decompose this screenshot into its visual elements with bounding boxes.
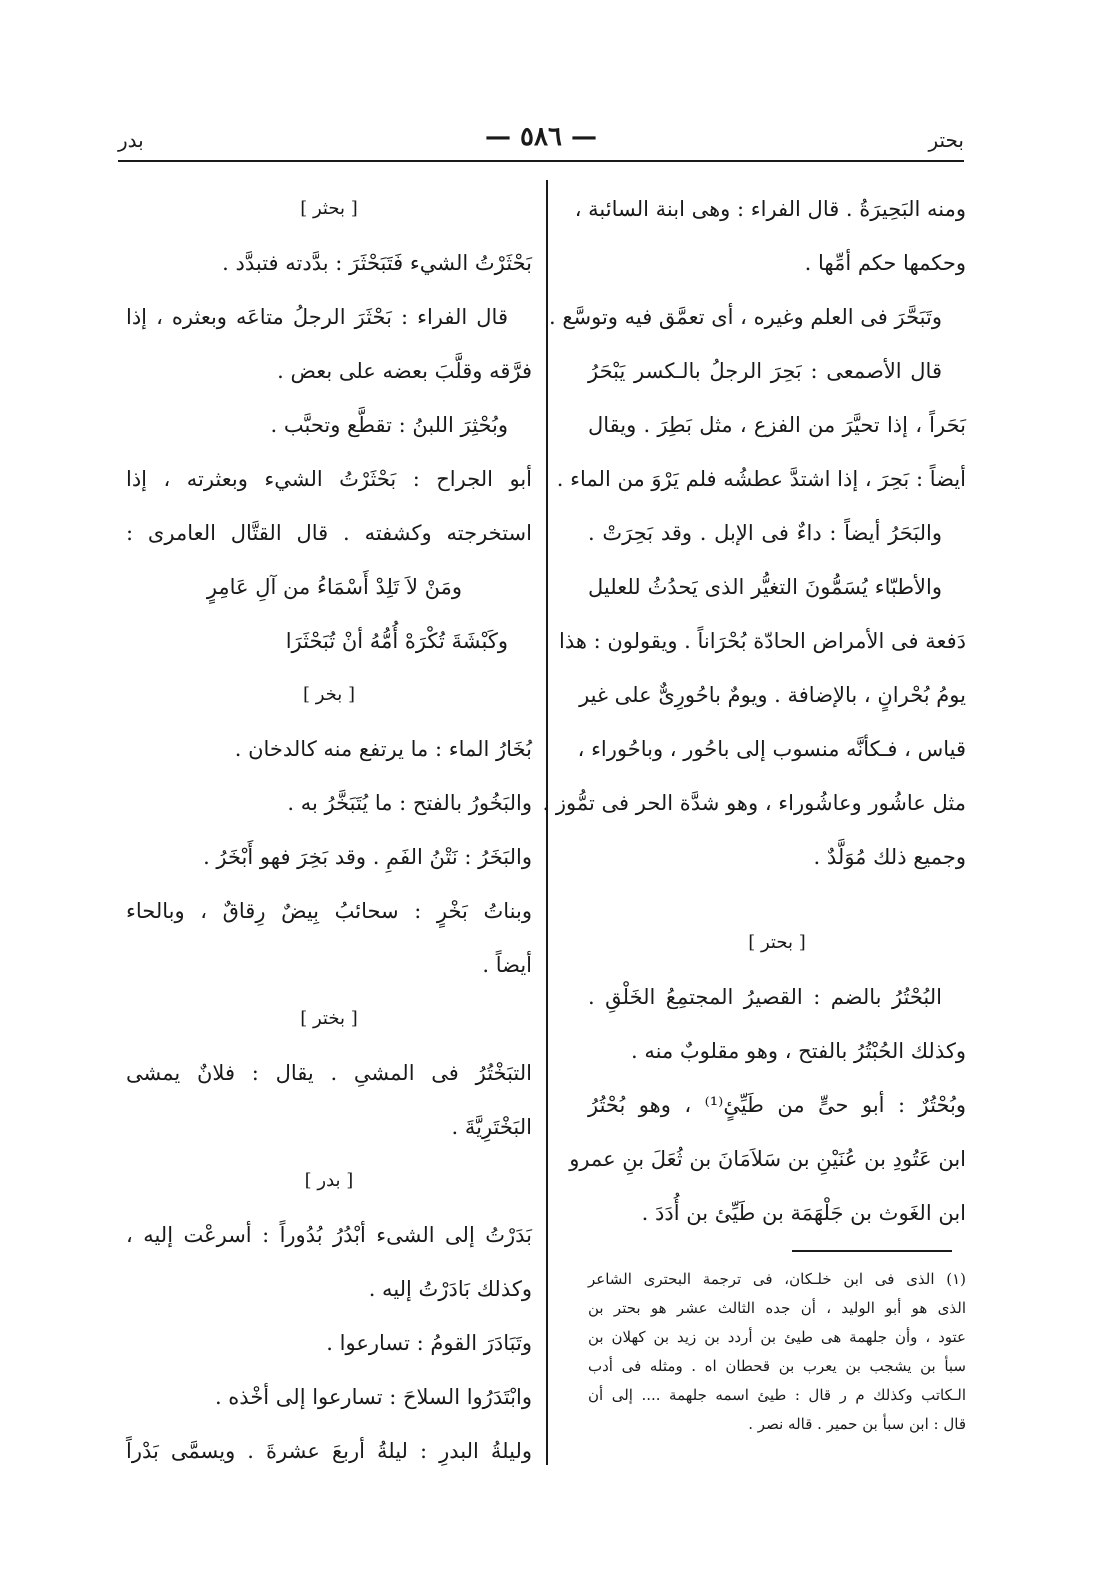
footnotes (588, 1265, 966, 1439)
text-line: استخرجته وكشفته . قال القتَّال العامرى : (126, 521, 532, 545)
footnote-line: سبأ بن يشجب بن يعرب بن قحطان اه . ومثله فى أدب (588, 1357, 966, 1375)
text-line: والأطبّاء يُسَمُّونَ التغيُّر الذى يَحدُثُ للعليل (588, 575, 942, 599)
text-line: بَحَراً ، إذا تحيَّرَ من الفزع ، مثل بَطِرَ . ويقال (588, 413, 966, 437)
verse-line: وكَبْشَةَ تُكْرَهْ أُمُّهُ أنْ تُبَحْثَرَا (285, 629, 508, 653)
text-line: أيضاً . (482, 953, 532, 977)
page-number: — ٥٨٦ — (484, 122, 598, 152)
text-line: وتَبَحَّرَ فى العلم وغيره ، أى تعمَّق فيه وتوسَّع . (548, 305, 942, 329)
verse-line: ومَنْ لاَ تَلِدْ أَسْمَاءُ من آلِ عَامِرٍ (206, 575, 462, 599)
text-line: ابن الغَوث بن جَلْهَمَة بن طَيِّئ بن أُدَدَ . (641, 1201, 966, 1225)
text-line: وجميع ذلك مُوَلَّدٌ . (813, 845, 966, 869)
footnote-line: قال : ابن سبأ بن حمير . قاله نصر . (748, 1415, 966, 1433)
text-line: فرَّقه وقلَّبَ بعضه على بعض . (277, 359, 532, 383)
text-line: وبُحْثِرَ اللبنُ : تقطَّع وتحبَّب . (270, 413, 508, 437)
text-line: أيضاً : بَحِرَ ، إذا اشتدَّ عطشُه فلم يَرْوَ من الماء . (556, 467, 966, 491)
text-line: بَحْثَرْتُ الشيء فَتَبَحْثَرَ : بدَّدته فتبدَّد . (222, 251, 532, 275)
section-heading-badr: [ بدر ] (304, 1170, 354, 1191)
section-heading-buhtur: [ بحتر ] (748, 932, 806, 953)
section-heading-bahthar: [ بحثر ] (300, 198, 358, 219)
text-line: والبَحَرُ أيضاً : داءٌ فى الإبل . وقد بَحِرَتْ . (588, 521, 942, 545)
text-line: يومُ بُحْرانٍ ، بالإضافة . ويومٌ باحُورِىٌّ على غير (579, 683, 966, 707)
text-line: البَخْتَرِيَّةَ . (451, 1115, 532, 1139)
text-line: ابن عَتُودِ بن عُنَيْنِ بن سَلاَمَانَ بن ثُعَلَ بنِ عمرو (569, 1147, 966, 1171)
text-line: التبَخْتُرُ فى المشىِ . يقال : فلانٌ يمشى (126, 1061, 532, 1085)
text-line: وحكمها حكم أمِّها . (804, 251, 966, 275)
running-headword-left: بدر (118, 128, 144, 152)
text-line: والبَخُورُ بالفتح : ما يُتَبَخَّرُ به . (287, 791, 532, 815)
text-line: وكذلك الحُبْتُرُ بالفتح ، وهو مقلوبٌ منه . (631, 1039, 966, 1063)
text-line: وابْتَدَرُوا السلاحَ : تسارعوا إلى أخْذه . (214, 1385, 532, 1409)
text-line: وبُحْتُرٌ : أبو حىٍّ من طَيِّئٍ⁽¹⁾ ، وهو بُحْتُرُ (588, 1093, 966, 1117)
footnote-line: عتود ، وأن جلهمة هى طيئ بن أردد بن زيد بن كهلان بن (588, 1328, 966, 1346)
text-line: أبو الجراح : بَحْثَرْتُ الشيء وبعثرته ، إذا (126, 467, 532, 491)
text-line: بَدَرْتُ إلى الشىء أبْدُرُ بُدُوراً : أسرعْت إليه ، (126, 1223, 532, 1247)
text-line: وليلةُ البدرِ : ليلةُ أربعَ عشرةَ . ويسمَّى بَدْراً (126, 1439, 532, 1463)
footnote-line: الـكاتب وكذلك م ر قال : طيئ اسمه جلهمة .... إلى أن (588, 1386, 966, 1404)
footnote-rule (792, 1250, 952, 1252)
text-line: وتَبَادَرَ القومُ : تسارعوا . (326, 1331, 532, 1355)
header-rule (118, 160, 964, 162)
text-line: قال الأصمعى : بَحِرَ الرجلُ بالـكسر يَبْحَرُ (588, 359, 942, 383)
section-heading-bakhar: [ بخر ] (302, 684, 356, 705)
text-line: دَفعة فى الأمراض الحادّة بُحْرَاناً . ويقولون : هذا (558, 629, 966, 653)
left-column (126, 182, 532, 1478)
text-line: البُحْتُرُ بالضم : القصيرُ المجتمِعُ الخَلْقِ . (588, 985, 942, 1009)
text-line: ومنه البَحِيرَةُ . قال الفراء : وهى ابنة السائبة ، (574, 197, 966, 221)
text-line: والبَخَرُ : نَتْنُ الفَمِ . وقد بَخِرَ فهو أَبْخَرُ . (203, 845, 532, 869)
footnote-line: (١) الذى فى ابن خلـكان، فى ترجمة البحترى الشاعر (588, 1270, 966, 1288)
text-line: قال الفراء : بَحْثَرَ الرجلُ متاعَه وبعثره ، إذا (126, 305, 508, 329)
text-line: بُخَارُ الماء : ما يرتفع منه كالدخان . (234, 737, 532, 761)
text-line: وكذلك بَادَرْتُ إليه . (368, 1277, 532, 1301)
text-line: وبناتُ بَخْرٍ : سحائبُ بِيضٌ رِقاقٌ ، وبالحاء (126, 899, 532, 923)
right-column (542, 182, 966, 1240)
running-headword-right: بحتر (928, 128, 964, 152)
text-line: مثل عاشُور وعاشُوراء ، وهو شدَّة الحر فى تمُّوز . (542, 791, 966, 815)
page-header (118, 120, 964, 160)
text-line: قياس ، فـكأنَّه منسوب إلى باحُور ، وباحُوراء ، (577, 737, 966, 761)
footnote-line: الذى هو أبو الوليد ، أن جده الثالث عشر هو بحتر بن (588, 1299, 966, 1317)
section-heading-bakhtar: [ بختر ] (300, 1008, 358, 1029)
